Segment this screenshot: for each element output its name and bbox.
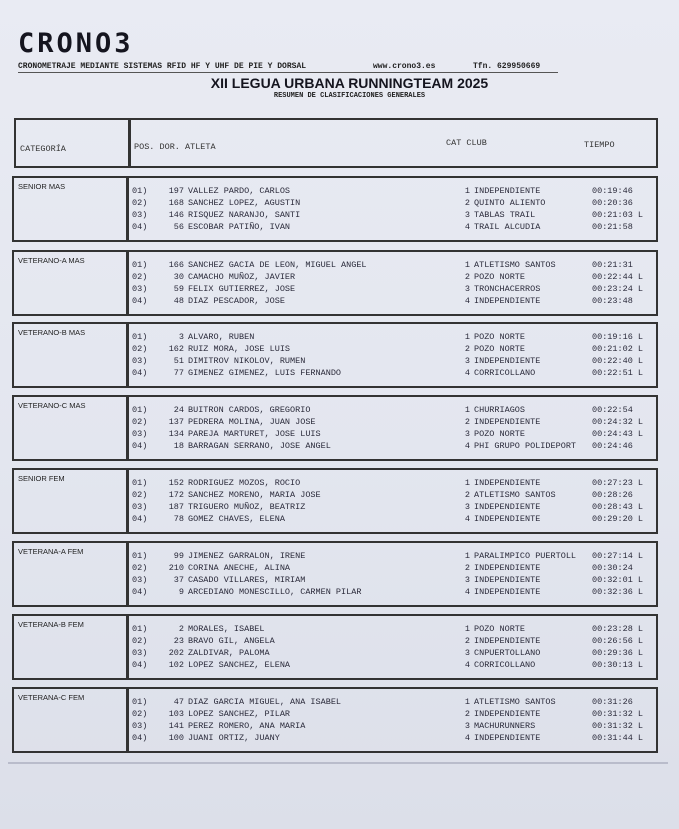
table-row [132,368,657,380]
athlete-name: TRIGUERO MUÑOZ, BEATRIZ [188,502,306,512]
category-rank: 1 [464,697,470,707]
table-header [14,118,658,168]
finish-time: 00:21:31 [592,260,633,270]
table-row [132,344,657,356]
finish-time: 00:29:36 L [592,648,644,658]
table-row [132,721,657,733]
finish-time: 00:24:43 L [592,429,644,439]
club-name: ATLETISMO SANTOS [474,697,556,707]
club-name: INDEPENDIENTE [474,356,541,366]
table-row [132,405,657,417]
finish-time: 00:27:14 L [592,551,644,561]
table-row [132,356,657,368]
category-label: VETERANO-B MAS [18,328,86,337]
athlete-name: SANCHEZ LOPEZ, AGUSTIN [188,198,301,208]
table-row [132,478,657,490]
athlete-name: ALVARO, RUBEN [188,332,255,342]
category-rank: 2 [464,344,470,354]
category-section [12,176,658,242]
table-row [132,660,657,672]
position: 01) [132,405,148,415]
category-rank: 1 [464,332,470,342]
club-name: CORRICOLLANO [474,660,536,670]
club-name: INDEPENDIENTE [474,502,541,512]
club-name: ATLETISMO SANTOS [474,490,556,500]
category-label: SENIOR FEM [18,474,65,483]
website: www.crono3.es [373,62,436,71]
page-edge [8,762,668,764]
finish-time: 00:27:23 L [592,478,644,488]
section-column-divider [126,689,129,751]
category-rank: 3 [464,575,470,585]
table-row [132,636,657,648]
table-row [132,284,657,296]
club-name: CNPUERTOLLANO [474,648,541,658]
position: 02) [132,563,148,573]
position: 01) [132,697,148,707]
table-row [132,575,657,587]
category-rank: 3 [464,210,470,220]
finish-time: 00:23:28 L [592,624,644,634]
position: 02) [132,490,148,500]
position: 03) [132,575,148,585]
table-row [132,222,657,234]
athlete-name: MORALES, ISABEL [188,624,265,634]
category-rank: 2 [464,563,470,573]
category-rank: 4 [464,587,470,597]
category-section [12,322,658,388]
club-name: PHI GRUPO POLIDEPORT [474,441,577,451]
athlete-name: RODRIGUEZ MOZOS, ROCIO [188,478,301,488]
header-info-line [18,62,558,71]
position: 04) [132,733,148,743]
club-name: INDEPENDIENTE [474,587,541,597]
athlete-name: BARRAGAN SERRANO, JOSE ANGEL [188,441,331,451]
athlete-name: ZALDIVAR, PALOMA [188,648,270,658]
bib-number: 103 [168,709,184,719]
column-header-tiempo: TIEMPO [584,140,615,150]
page-title: XII LEGUA URBANA RUNNINGTEAM 2025 [210,75,489,91]
category-rank: 1 [464,186,470,196]
athlete-name: RISQUEZ NARANJO, SANTI [188,210,301,220]
club-name: INDEPENDIENTE [474,514,541,524]
header-divider [18,72,558,73]
athlete-name: CORINA ANECHE, ALINA [188,563,291,573]
athlete-name: PAREJA MARTURET, JOSE LUIS [188,429,321,439]
athlete-name: LOPEZ SANCHEZ, ELENA [188,660,291,670]
position: 03) [132,284,148,294]
finish-time: 00:26:56 L [592,636,644,646]
club-name: TABLAS TRAIL [474,210,536,220]
finish-time: 00:21:03 L [592,210,644,220]
category-rank: 4 [464,368,470,378]
category-rank: 4 [464,441,470,451]
finish-time: 00:30:13 L [592,660,644,670]
table-row [132,697,657,709]
bib-number: 37 [173,575,184,585]
bib-number: 162 [168,344,184,354]
finish-time: 00:31:44 L [592,733,644,743]
table-row [132,198,657,210]
bib-number: 141 [168,721,184,731]
finish-time: 00:22:44 L [592,272,644,282]
bib-number: 77 [173,368,184,378]
bib-number: 166 [168,260,184,270]
bib-number: 78 [173,514,184,524]
bib-number: 56 [173,222,184,232]
bib-number: 134 [168,429,184,439]
club-name: INDEPENDIENTE [474,563,541,573]
athlete-name: SANCHEZ GACIA DE LEON, MIGUEL ANGEL [188,260,367,270]
club-name: CORRICOLLANO [474,368,536,378]
table-row [132,648,657,660]
table-row [132,429,657,441]
position: 01) [132,624,148,634]
bib-number: 197 [168,186,184,196]
position: 02) [132,344,148,354]
club-name: POZO NORTE [474,332,526,342]
position: 01) [132,478,148,488]
column-header-pos-dor-atleta: POS. DOR. ATLETA [134,142,216,152]
bib-number: 51 [173,356,184,366]
header-column-divider [128,120,131,166]
category-label: SENIOR MAS [18,182,66,191]
finish-time: 00:22:40 L [592,356,644,366]
position: 03) [132,356,148,366]
athlete-name: CAMACHO MUÑOZ, JAVIER [188,272,296,282]
category-rank: 4 [464,296,470,306]
finish-time: 00:24:46 [592,441,633,451]
club-name: INDEPENDIENTE [474,636,541,646]
bib-number: 2 [178,624,184,634]
club-name: POZO NORTE [474,624,526,634]
finish-time: 00:32:01 L [592,575,644,585]
bib-number: 202 [168,648,184,658]
category-rank: 3 [464,502,470,512]
position: 01) [132,186,148,196]
category-rank: 3 [464,721,470,731]
finish-time: 00:21:02 L [592,344,644,354]
club-name: INDEPENDIENTE [474,186,541,196]
athlete-name: GIMENEZ GIMENEZ, LUIS FERNANDO [188,368,342,378]
bib-number: 3 [178,332,184,342]
athlete-name: JIMENEZ GARRALON, IRENE [188,551,306,561]
category-rank: 1 [464,405,470,415]
table-row [132,272,657,284]
category-section [12,541,658,607]
bib-number: 18 [173,441,184,451]
bib-number: 102 [168,660,184,670]
tagline: CRONOMETRAJE MEDIANTE SISTEMAS RFID HF Y UHF DE PIE Y DORSAL [18,62,307,71]
table-row [132,490,657,502]
athlete-name: GOMEZ CHAVES, ELENA [188,514,285,524]
category-label: VETERANA-A FEM [18,547,84,556]
table-row [132,563,657,575]
athlete-name: SANCHEZ MORENO, MARIA JOSE [188,490,321,500]
athlete-name: DIAZ PESCADOR, JOSE [188,296,285,306]
section-column-divider [126,543,129,605]
finish-time: 00:28:26 [592,490,633,500]
club-name: INDEPENDIENTE [474,478,541,488]
athlete-name: ESCOBAR PATIÑO, IVAN [188,222,291,232]
athlete-name: FELIX GUTIERREZ, JOSE [188,284,296,294]
column-header-cat-club: CAT CLUB [446,138,487,148]
table-row [132,210,657,222]
finish-time: 00:30:24 [592,563,633,573]
position: 01) [132,332,148,342]
position: 03) [132,210,148,220]
club-name: MACHURUNNERS [474,721,536,731]
table-row [132,186,657,198]
club-name: QUINTO ALIENTO [474,198,546,208]
club-name: INDEPENDIENTE [474,296,541,306]
finish-time: 00:20:36 [592,198,633,208]
finish-time: 00:22:54 [592,405,633,415]
category-rank: 2 [464,490,470,500]
category-rank: 3 [464,648,470,658]
club-name: INDEPENDIENTE [474,709,541,719]
category-label: VETERANO-C MAS [18,401,86,410]
table-row [132,709,657,721]
finish-time: 00:24:32 L [592,417,644,427]
category-rank: 4 [464,660,470,670]
athlete-name: BRAVO GIL, ANGELA [188,636,275,646]
club-name: INDEPENDIENTE [474,417,541,427]
position: 04) [132,514,148,524]
bib-number: 99 [173,551,184,561]
crono3-logo: CRONO3 [18,28,134,59]
category-label: VETERANA-B FEM [18,620,84,629]
table-row [132,514,657,526]
club-name: TRAIL ALCUDIA [474,222,541,232]
category-section [12,614,658,680]
table-row [132,502,657,514]
athlete-name: PEDRERA MOLINA, JUAN JOSE [188,417,316,427]
category-rank: 3 [464,356,470,366]
finish-time: 00:22:51 L [592,368,644,378]
position: 01) [132,551,148,561]
table-row [132,624,657,636]
category-rank: 2 [464,272,470,282]
athlete-name: RUIZ MORA, JOSE LUIS [188,344,291,354]
section-column-divider [126,470,129,532]
athlete-name: ARCEDIANO MONESCILLO, CARMEN PILAR [188,587,362,597]
bib-number: 47 [173,697,184,707]
bib-number: 146 [168,210,184,220]
athlete-name: BUITRON CARDOS, GREGORIO [188,405,311,415]
finish-time: 00:31:26 [592,697,633,707]
bib-number: 9 [178,587,184,597]
finish-time: 00:23:24 L [592,284,644,294]
athlete-name: CASADO VILLARES, MIRIAM [188,575,306,585]
section-column-divider [126,616,129,678]
position: 02) [132,272,148,282]
section-column-divider [126,178,129,240]
club-name: ATLETISMO SANTOS [474,260,556,270]
finish-time: 00:19:16 L [592,332,644,342]
bib-number: 30 [173,272,184,282]
category-label: VETERANO-A MAS [18,256,85,265]
bib-number: 187 [168,502,184,512]
bib-number: 59 [173,284,184,294]
category-rank: 1 [464,260,470,270]
column-header-categoria: CATEGORÍA [20,144,66,154]
club-name: POZO NORTE [474,344,526,354]
position: 02) [132,636,148,646]
club-name: CHURRIAGOS [474,405,526,415]
athlete-name: DIMITROV NIKOLOV, RUMEN [188,356,306,366]
category-rank: 1 [464,478,470,488]
bib-number: 210 [168,563,184,573]
position: 02) [132,709,148,719]
position: 04) [132,660,148,670]
bib-number: 48 [173,296,184,306]
category-section [12,687,658,753]
section-column-divider [126,324,129,386]
bib-number: 24 [173,405,184,415]
category-rank: 2 [464,417,470,427]
club-name: PARALIMPICO PUERTOLL [474,551,577,561]
table-row [132,296,657,308]
position: 03) [132,502,148,512]
page-subtitle: RESUMEN DE CLASIFICACIONES GENERALES [273,92,426,100]
athlete-name: DIAZ GARCIA MIGUEL, ANA ISABEL [188,697,342,707]
category-rank: 4 [464,733,470,743]
bib-number: 168 [168,198,184,208]
position: 02) [132,417,148,427]
finish-time: 00:23:48 [592,296,633,306]
club-name: POZO NORTE [474,429,526,439]
category-section [12,250,658,316]
table-row [132,260,657,272]
category-rank: 4 [464,222,470,232]
club-name: TRONCHACERROS [474,284,541,294]
finish-time: 00:31:32 L [592,709,644,719]
athlete-name: LOPEZ SANCHEZ, PILAR [188,709,291,719]
category-rank: 1 [464,551,470,561]
finish-time: 00:32:36 L [592,587,644,597]
table-row [132,733,657,745]
table-row [132,551,657,563]
bib-number: 100 [168,733,184,743]
position: 03) [132,648,148,658]
finish-time: 00:29:20 L [592,514,644,524]
position: 04) [132,587,148,597]
position: 04) [132,368,148,378]
finish-time: 00:19:46 [592,186,633,196]
position: 03) [132,429,148,439]
finish-time: 00:31:32 L [592,721,644,731]
category-rank: 2 [464,198,470,208]
bib-number: 152 [168,478,184,488]
table-row [132,332,657,344]
club-name: POZO NORTE [474,272,526,282]
category-rank: 2 [464,636,470,646]
finish-time: 00:28:43 L [592,502,644,512]
category-rank: 3 [464,284,470,294]
category-rank: 3 [464,429,470,439]
athlete-name: VALLEZ PARDO, CARLOS [188,186,291,196]
athlete-name: JUANI ORTIZ, JUANY [188,733,280,743]
finish-time: 00:21:58 [592,222,633,232]
category-rank: 1 [464,624,470,634]
category-section [12,468,658,534]
club-name: INDEPENDIENTE [474,575,541,585]
athlete-name: PEREZ ROMERO, ANA MARIA [188,721,306,731]
club-name: INDEPENDIENTE [474,733,541,743]
position: 04) [132,222,148,232]
category-rank: 2 [464,709,470,719]
bib-number: 23 [173,636,184,646]
position: 01) [132,260,148,270]
category-rank: 4 [464,514,470,524]
section-column-divider [126,252,129,314]
position: 02) [132,198,148,208]
bib-number: 137 [168,417,184,427]
position: 04) [132,296,148,306]
table-row [132,417,657,429]
category-section [12,395,658,461]
table-row [132,587,657,599]
table-row [132,441,657,453]
section-column-divider [126,397,129,459]
category-label: VETERANA-C FEM [18,693,85,702]
position: 03) [132,721,148,731]
position: 04) [132,441,148,451]
bib-number: 172 [168,490,184,500]
phone: Tfn. 629950669 [473,62,541,71]
